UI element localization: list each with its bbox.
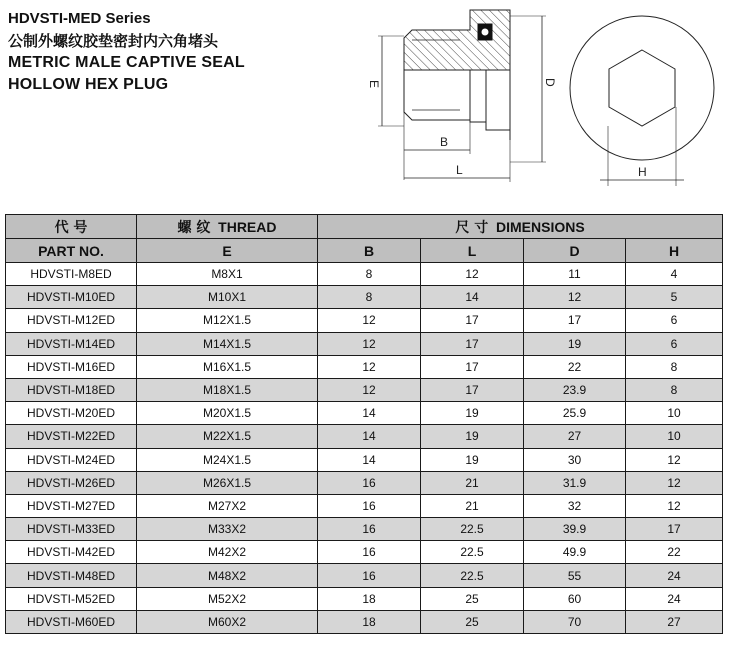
cell-thread: M20X1.5 (137, 402, 318, 425)
english-title-line-1: METRIC MALE CAPTIVE SEAL (8, 54, 245, 71)
cell-d: 39.9 (524, 518, 626, 541)
cell-b: 12 (318, 332, 421, 355)
cell-thread: M22X1.5 (137, 425, 318, 448)
table-row (6, 355, 723, 378)
cell-d: 49.9 (524, 541, 626, 564)
cell-d: 11 (524, 263, 626, 286)
cell-h: 10 (626, 425, 723, 448)
table-row (6, 286, 723, 309)
table-row (6, 494, 723, 517)
cell-d: 17 (524, 309, 626, 332)
dim-label-d: D (543, 78, 557, 87)
cell-d: 23.9 (524, 378, 626, 401)
chinese-title: 公制外螺纹胶垫密封内六角堵头 (8, 32, 219, 50)
cell-part: HDVSTI-M16ED (6, 355, 137, 378)
col-header-l: L (421, 239, 524, 263)
cell-d: 31.9 (524, 471, 626, 494)
table-row (6, 471, 723, 494)
cell-part: HDVSTI-M48ED (6, 564, 137, 587)
cell-l: 22.5 (421, 564, 524, 587)
cell-l: 17 (421, 332, 524, 355)
cell-b: 16 (318, 564, 421, 587)
cell-l: 25 (421, 587, 524, 610)
table-row (6, 402, 723, 425)
cell-d: 12 (524, 286, 626, 309)
cell-l: 19 (421, 448, 524, 471)
cell-thread: M27X2 (137, 494, 318, 517)
table-row (6, 610, 723, 633)
cell-b: 16 (318, 541, 421, 564)
cell-thread: M60X2 (137, 610, 318, 633)
side-view (378, 10, 546, 182)
cell-b: 18 (318, 610, 421, 633)
cell-part: HDVSTI-M27ED (6, 494, 137, 517)
cell-thread: M26X1.5 (137, 471, 318, 494)
cell-b: 12 (318, 309, 421, 332)
cell-d: 25.9 (524, 402, 626, 425)
cell-h: 22 (626, 541, 723, 564)
technical-drawing (360, 0, 730, 200)
cell-part: HDVSTI-M52ED (6, 587, 137, 610)
cell-h: 24 (626, 587, 723, 610)
col-header-d: D (524, 239, 626, 263)
dim-label-l: L (456, 163, 463, 177)
cell-thread: M24X1.5 (137, 448, 318, 471)
cell-d: 22 (524, 355, 626, 378)
cell-b: 14 (318, 425, 421, 448)
cell-part: HDVSTI-M14ED (6, 332, 137, 355)
dimensions-header: 尺 寸 DIMENSIONS (318, 215, 723, 239)
series-title: HDVSTI-MED Series (8, 10, 151, 27)
cell-l: 17 (421, 309, 524, 332)
cell-h: 12 (626, 471, 723, 494)
dimensions-table (5, 214, 723, 634)
dim-label-h: H (638, 165, 647, 179)
thread-header: 螺 纹 THREAD (137, 215, 318, 239)
cell-h: 6 (626, 309, 723, 332)
dim-label-e: E (367, 80, 381, 89)
cell-h: 8 (626, 378, 723, 401)
cell-l: 25 (421, 610, 524, 633)
table-row (6, 309, 723, 332)
part-no-header-cn: 代 号 (6, 215, 137, 239)
table-row (6, 587, 723, 610)
cell-h: 5 (626, 286, 723, 309)
cell-part: HDVSTI-M24ED (6, 448, 137, 471)
cell-thread: M42X2 (137, 541, 318, 564)
cell-d: 70 (524, 610, 626, 633)
cell-b: 16 (318, 471, 421, 494)
cell-d: 32 (524, 494, 626, 517)
cell-b: 14 (318, 402, 421, 425)
table-row (6, 564, 723, 587)
cell-thread: M48X2 (137, 564, 318, 587)
cell-part: HDVSTI-M60ED (6, 610, 137, 633)
cell-thread: M16X1.5 (137, 355, 318, 378)
cell-b: 8 (318, 263, 421, 286)
table-row (6, 263, 723, 286)
cell-part: HDVSTI-M8ED (6, 263, 137, 286)
cell-part: HDVSTI-M26ED (6, 471, 137, 494)
cell-d: 30 (524, 448, 626, 471)
cell-l: 22.5 (421, 518, 524, 541)
cell-l: 12 (421, 263, 524, 286)
cell-thread: M10X1 (137, 286, 318, 309)
cell-h: 8 (626, 355, 723, 378)
cell-b: 18 (318, 587, 421, 610)
cell-b: 8 (318, 286, 421, 309)
cell-l: 17 (421, 378, 524, 401)
cell-l: 14 (421, 286, 524, 309)
cell-thread: M8X1 (137, 263, 318, 286)
table-body (6, 263, 723, 634)
cell-thread: M52X2 (137, 587, 318, 610)
thread-sub-header: E (137, 239, 318, 263)
cell-thread: M33X2 (137, 518, 318, 541)
cell-part: HDVSTI-M20ED (6, 402, 137, 425)
cell-h: 17 (626, 518, 723, 541)
cell-b: 12 (318, 355, 421, 378)
cell-l: 21 (421, 494, 524, 517)
end-view (570, 16, 714, 186)
col-header-h: H (626, 239, 723, 263)
cell-thread: M14X1.5 (137, 332, 318, 355)
cell-b: 16 (318, 518, 421, 541)
col-header-b: B (318, 239, 421, 263)
table-row (6, 541, 723, 564)
cell-h: 24 (626, 564, 723, 587)
cell-d: 60 (524, 587, 626, 610)
cell-part: HDVSTI-M33ED (6, 518, 137, 541)
cell-h: 6 (626, 332, 723, 355)
title-block (8, 8, 245, 96)
cell-d: 55 (524, 564, 626, 587)
cell-part: HDVSTI-M10ED (6, 286, 137, 309)
table-row (6, 518, 723, 541)
cell-thread: M12X1.5 (137, 309, 318, 332)
cell-l: 17 (421, 355, 524, 378)
table-row (6, 425, 723, 448)
cell-h: 4 (626, 263, 723, 286)
cell-h: 27 (626, 610, 723, 633)
part-no-header: PART NO. (6, 239, 137, 263)
table-row (6, 332, 723, 355)
cell-l: 19 (421, 402, 524, 425)
cell-h: 10 (626, 402, 723, 425)
cell-part: HDVSTI-M18ED (6, 378, 137, 401)
cell-b: 14 (318, 448, 421, 471)
cell-part: HDVSTI-M12ED (6, 309, 137, 332)
english-title-line-2: HOLLOW HEX PLUG (8, 76, 169, 93)
cell-part: HDVSTI-M22ED (6, 425, 137, 448)
cell-d: 27 (524, 425, 626, 448)
cell-l: 19 (421, 425, 524, 448)
cell-b: 16 (318, 494, 421, 517)
table-row (6, 378, 723, 401)
cell-b: 12 (318, 378, 421, 401)
cell-d: 19 (524, 332, 626, 355)
cell-h: 12 (626, 494, 723, 517)
table-row (6, 448, 723, 471)
cell-h: 12 (626, 448, 723, 471)
dim-label-b: B (440, 135, 449, 149)
cell-l: 22.5 (421, 541, 524, 564)
cell-thread: M18X1.5 (137, 378, 318, 401)
cell-part: HDVSTI-M42ED (6, 541, 137, 564)
cell-l: 21 (421, 471, 524, 494)
